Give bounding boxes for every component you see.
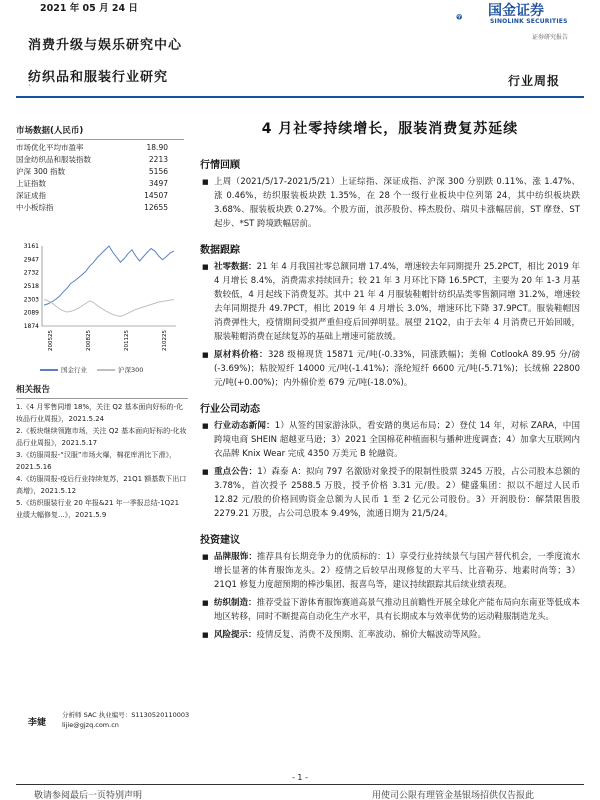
paragraph-lead: 社零数据：: [214, 262, 257, 272]
x-tick-label: 200825: [86, 330, 92, 351]
report-date: 2021 年 05 月 24 日: [40, 3, 138, 14]
market-data-value: 12655: [144, 203, 168, 212]
bullet-icon: ■: [202, 631, 209, 639]
footer-usage-note: 用使司公限有理管金基银场招供仅告报此: [372, 791, 535, 800]
x-tick-label: 200525: [48, 330, 54, 351]
x-tick-label: 210225: [162, 330, 168, 351]
logo-text-en: SINOLINK SECURITIES: [490, 18, 568, 25]
market-data-value: 3497: [148, 179, 168, 188]
series-line-1: [44, 300, 174, 317]
market-data-value: 5156: [148, 167, 168, 176]
paragraph-text: 1）森泰 A：拟向 797 名激励对象授予的限制性股票 3245 万股，占公司股本总额的 3.78%，首次授予 2588.5 万股，授予价格 3.31 元/股。2）健盛集团：拟以不超过人民币 12.82 元/股的价格回购资金总额为人民币 1 至 2 亿元公司股份。3）开润股份：解禁限售股 2279.21 万股，占公司总股本 9.49%，流通日期为 21/5/24。: [214, 467, 580, 519]
legend-item-industry: 国金行业: [40, 365, 87, 374]
logo-text-cn: 国金证券: [488, 3, 544, 19]
section-paragraph: [200, 628, 580, 642]
analyst-cert: 分析师 SAC 执业编号：S1130520110003: [62, 711, 190, 719]
paragraph-text: 21 年 4 月我国社零总额同增 17.4%，增速较去年同期提升 25.2PCT，相比 2019 年 4 月增长 8.4%，消费需求持续回升；较 21 年 3 月环比下降 16.5PCT，主要为 20 年 1-3 月基数较低，4 月起线下消费复苏。其中 21 年 4 月服装鞋帽针纺织品类零售额同增 31.2%，增速较去年同期提升 49.7PCT，相比 2019 年 4 月增长 3.0%，增速环比下降 37.9PCT。服装鞋帽因消费弹性大，疫情期间受损严重但疫后回弹明显。展望 21Q2，由于去年 4 月消费已开始回暖，服装鞋帽消费在延续复苏的基础上增速可能放缓。: [214, 262, 580, 342]
section-paragraph: [200, 419, 580, 461]
series-line-0: [44, 246, 174, 305]
bullet-icon: ■: [202, 553, 209, 561]
market-data-label: 上证指数: [16, 179, 46, 188]
bullet-icon: ■: [202, 351, 209, 359]
paragraph-lead: 品牌服饰：: [214, 552, 257, 562]
paragraph-lead: 重点公告：: [214, 467, 258, 477]
report-sections: [200, 156, 580, 652]
bullet-icon: ■: [202, 599, 209, 607]
y-tick-label: 3161: [23, 243, 39, 250]
industry-name: 纺织品和服装行业研究: [28, 70, 169, 85]
market-data-label: 市场优化平均市盈率: [16, 143, 84, 152]
market-data-label: 深证成指: [16, 191, 46, 200]
index-line-chart: [16, 238, 184, 378]
research-center-name: 消费升级与娱乐研究中心: [28, 38, 183, 53]
paragraph-text: 推荐受益下游体育服饰赛道高景气推动且前瞻性开展全球化产能布局向东南亚等低成本地区转移，同时不断提高自动化生产水平，具有长期成本与效率优势的运动鞋服制造龙头。: [214, 598, 580, 622]
footer-divider: [16, 784, 584, 785]
related-reports-panel: [16, 383, 188, 522]
page-number: - 1 -: [292, 773, 308, 782]
section-heading: 行业公司动态: [200, 404, 260, 415]
section-paragraph: [200, 465, 580, 521]
y-tick-label: 2089: [23, 309, 39, 317]
paragraph-text: 328 级棉现货 15871 元/吨(-0.33%，同涨跌幅)；美棉 CotlookA 89.95 分/磅(-3.69%)；粘胶短纤 14000 元/吨(-1.41%)；涤纶短纤 6600 元/吨(-5.71%)；长绒棉 22800 元/吨(+0.00%)；内外棉价差 679 元/吨(-18.0%)。: [214, 350, 580, 388]
section-paragraph: [200, 596, 580, 624]
y-tick-label: 2732: [23, 269, 39, 277]
related-report-item[interactable]: 4.《纺服周报-疫后行业持续复苏，21Q1 额基数下出口高增》，2021.5.12: [16, 475, 187, 495]
legend-item-hs300: 沪深300: [97, 365, 143, 374]
paragraph-lead: 行业动态新闻：: [214, 421, 275, 431]
section-paragraph: [200, 550, 580, 592]
section-heading: 数据跟踪: [200, 245, 240, 256]
related-reports-list: [16, 402, 188, 521]
related-reports-title: 相关报告: [16, 383, 188, 399]
y-tick-label: 2518: [23, 282, 39, 290]
market-data-list: [16, 142, 184, 214]
market-data-value: 18.90: [146, 143, 168, 152]
bullet-icon: ■: [202, 263, 209, 271]
bullet-icon: ■: [202, 422, 209, 430]
report-body: [200, 118, 580, 652]
footer-disclaimer: 敬请参阅最后一页特别声明: [34, 791, 143, 800]
related-report-item[interactable]: 5.《纺织服装行业 20 年报&21 年一季报总结-1Q21 业绩大幅修复...》，2021.5.9: [16, 499, 180, 519]
market-data-value: 2213: [148, 155, 168, 164]
section-paragraph: [200, 260, 580, 344]
related-report-item[interactable]: 2.《板块继续领跑市场，关注 Q2 基本面向好标的-化妆品行业周报》，2021.5.17: [16, 427, 187, 447]
related-report-item[interactable]: 1.《4 月零售同增 18%，关注 Q2 基本面向好标的-化妆品行业周报》，2021.5.24: [16, 403, 184, 423]
section-heading: 投资建议: [200, 535, 240, 546]
market-data-value: 14507: [144, 191, 168, 200]
paragraph-lead: 纺织制造：: [214, 598, 257, 608]
section-paragraph: [200, 348, 580, 390]
market-data-title: 市场数据(人民币): [16, 124, 184, 140]
paragraph-text: 疫情反复、消费不及预期、汇率波动、棉价大幅波动等风险。: [256, 630, 487, 640]
logo-subtitle: 证券研究报告: [532, 34, 569, 41]
paragraph-text: 1）从签约国家游泳队，看安踏的奥运布局；2）登仗 14 年，对标 ZARA，中国跨境电商 SHEIN 超越亚马逊；3）2021 全国棉花种植面积与播种进度调查；4）加拿大互联网内衣品牌 Knix Wear 完成 4350 万美元 B 轮融资。: [214, 421, 580, 459]
chart-legend: [40, 365, 180, 374]
section-heading: 行情回顾: [200, 160, 240, 171]
chart-axes: [42, 246, 176, 326]
market-data-row: [16, 202, 184, 214]
paragraph-text: 上周（2021/5/17-2021/5/21）上证综指、深证成指、沪深 300 分别跌 0.11%、涨 1.47%、涨 0.46%，纺织服装板块跌 1.35%，在 28 个一级行业板块中位列第 24，其中纺织板块跌 3.68%、服装板块跌 0.27%。个股方面，浪莎股份、棒杰股份、瑞贝卡涨幅居前，ST 摩登、ST 起步、*ST 跨境跌幅居前。: [214, 177, 580, 229]
market-data-label: 沪深 300 指数: [16, 167, 66, 176]
section-paragraph: [200, 175, 580, 231]
y-tick-label: 2947: [23, 256, 39, 264]
market-data-row: [16, 178, 184, 190]
analyst-info: [62, 710, 189, 730]
market-data-row: [16, 142, 184, 154]
paragraph-lead: 原材料价格：: [214, 350, 268, 360]
stray-mark: `: [28, 84, 32, 93]
bullet-icon: ■: [202, 178, 209, 186]
analyst-name: 李婕: [28, 718, 47, 728]
paragraph-text: 推荐具有长期竞争力的优质标的：1）享受行业持续景气与国产替代机会，一季度流水增长显著的体育服饰龙头。2）疫情之后较早出现修复的大平马、比音勒芬、地素时尚等；3）21Q1 修复力度超预期的棒沙集团、报喜鸟等，建议持续跟踪其后续业绩表现。: [214, 552, 580, 590]
bullet-icon: ■: [202, 468, 209, 476]
y-tick-label: 1874: [23, 323, 39, 330]
related-report-item[interactable]: 3.《纺服周报-“汉服”市场火爆，棉花库消比下滑》，2021.5.16: [16, 451, 176, 471]
market-data-row: [16, 154, 184, 166]
market-data-label: 国金纺织品和服装指数: [16, 155, 91, 164]
analyst-email[interactable]: lijie@gjzq.com.cn: [62, 721, 119, 729]
market-data-row: [16, 166, 184, 178]
market-data-panel: [16, 124, 184, 214]
report-title: 4 月社零持续增长，服装消费复苏延续: [261, 121, 519, 137]
market-data-label: 中小板综指: [16, 203, 54, 212]
market-data-row: [16, 190, 184, 202]
sinolink-logo-icon: [456, 2, 486, 32]
paragraph-lead: 风险提示：: [214, 630, 257, 640]
header-divider: [16, 96, 584, 98]
x-tick-label: 201125: [124, 330, 130, 351]
report-type: 行业周报: [508, 74, 561, 88]
y-tick-label: 2303: [23, 296, 39, 304]
